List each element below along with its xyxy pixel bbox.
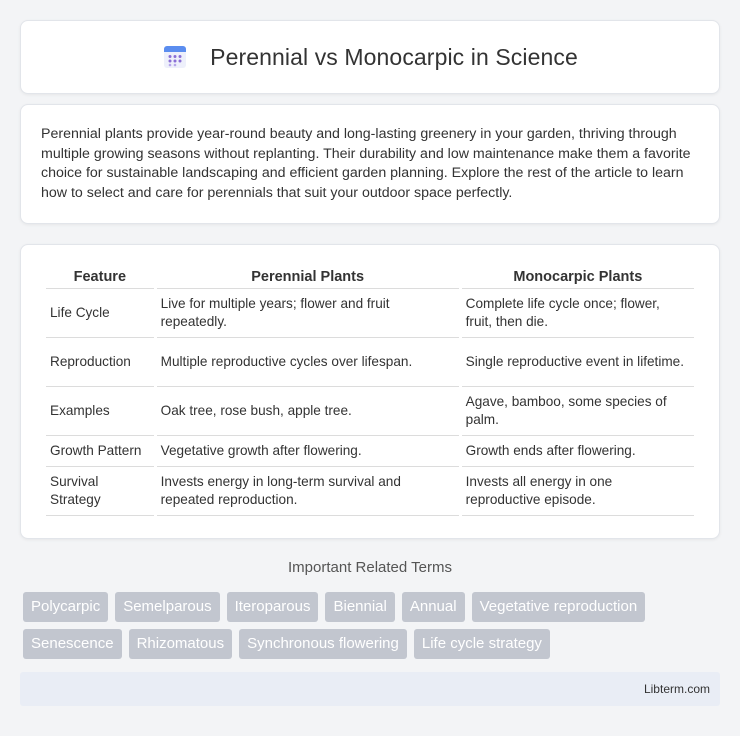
document-icon: [162, 44, 188, 70]
header-monocarpic: Monocarpic Plants: [462, 265, 694, 289]
related-term-tag[interactable]: Senescence: [23, 629, 122, 659]
intro-text: Perennial plants provide year-round beauty and long-lasting greenery in your garden, thriving through multiple growing seasons without replanting. Their durability and low maintenance make them a favorite choice for sustainable landscaping and efficient garden planning. Explore the rest of the article to learn how to select and care for perennials that suit your outdoor space perfectly.: [41, 126, 691, 201]
related-terms-heading: Important Related Terms: [288, 559, 452, 576]
comparison-table-card: [20, 244, 720, 539]
feature-cell: Growth Pattern: [46, 436, 154, 467]
related-term-tag[interactable]: Biennial: [325, 592, 394, 622]
table-row: [46, 387, 694, 436]
monocarpic-cell: Invests all energy in one reproductive episode.: [462, 467, 694, 516]
feature-cell: Examples: [46, 387, 154, 436]
table-row: [46, 436, 694, 467]
table-row: [46, 338, 694, 387]
related-term-tag[interactable]: Rhizomatous: [129, 629, 233, 659]
page-title: Perennial vs Monocarpic in Science: [210, 43, 578, 70]
feature-cell: Reproduction: [46, 338, 154, 387]
related-term-tag[interactable]: Life cycle strategy: [414, 629, 550, 659]
related-term-tag[interactable]: Iteroparous: [227, 592, 319, 622]
intro-card: [20, 104, 720, 224]
perennial-cell: Multiple reproductive cycles over lifespan.: [157, 338, 459, 387]
related-term-tag[interactable]: Semelparous: [115, 592, 219, 622]
header-perennial: Perennial Plants: [157, 265, 459, 289]
monocarpic-cell: Complete life cycle once; flower, fruit, then die.: [462, 289, 694, 338]
feature-cell: Life Cycle: [46, 289, 154, 338]
perennial-cell: Live for multiple years; flower and fruit repeatedly.: [157, 289, 459, 338]
header-feature: Feature: [46, 265, 154, 289]
monocarpic-cell: Agave, bamboo, some species of palm.: [462, 387, 694, 436]
table-row: [46, 289, 694, 338]
table-header-row: [46, 265, 694, 289]
related-term-tag[interactable]: Vegetative reproduction: [472, 592, 646, 622]
table-row: [46, 467, 694, 516]
related-term-tag[interactable]: Polycarpic: [23, 592, 108, 622]
related-term-tag[interactable]: Annual: [402, 592, 465, 622]
related-terms-list: [23, 592, 723, 659]
footer-brand-link[interactable]: Libterm.com: [643, 682, 710, 696]
perennial-cell: Oak tree, rose bush, apple tree.: [157, 387, 459, 436]
monocarpic-cell: Single reproductive event in lifetime.: [462, 338, 694, 387]
feature-cell: Survival Strategy: [46, 467, 154, 516]
title-card: [20, 20, 720, 94]
perennial-cell: Invests energy in long-term survival and repeated reproduction.: [157, 467, 459, 516]
comparison-table: [43, 265, 697, 516]
monocarpic-cell: Growth ends after flowering.: [462, 436, 694, 467]
footer: [20, 672, 720, 706]
perennial-cell: Vegetative growth after flowering.: [157, 436, 459, 467]
related-term-tag[interactable]: Synchronous flowering: [239, 629, 407, 659]
